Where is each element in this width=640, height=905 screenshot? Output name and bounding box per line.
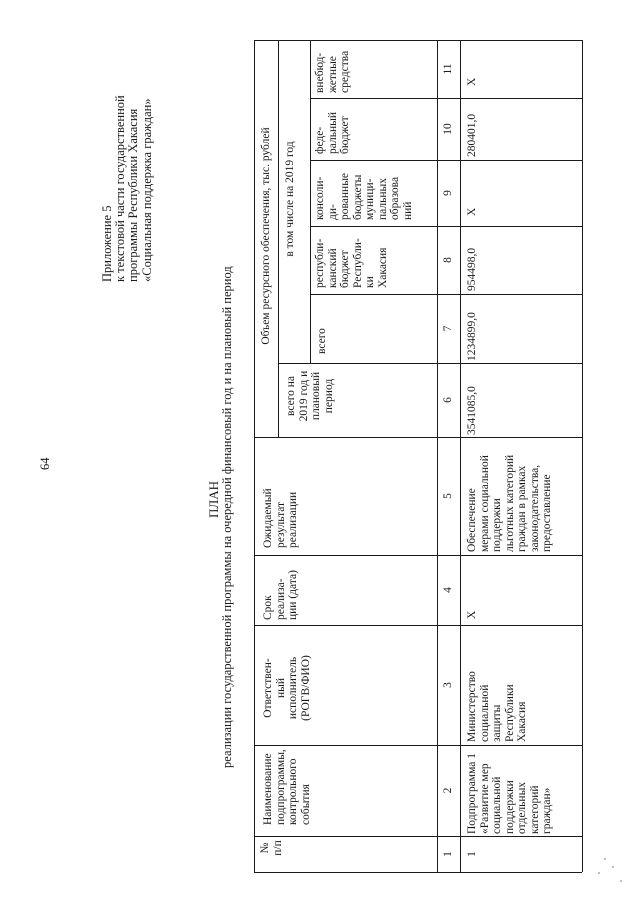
row-name: Подпрограмма 1 «Развитие мер социальной поддержки отдельных категорий граждан»	[466, 752, 553, 834]
column-number: 3	[442, 682, 454, 688]
row-term: X	[466, 610, 478, 619]
scan-speck	[604, 858, 606, 860]
scan-speck	[620, 880, 622, 882]
appendix-line-2: к текстовой части государственной	[113, 95, 127, 282]
header-name: Наименование подпрограммы, контрольного события	[262, 749, 312, 825]
header-extrabudget: внебюд- жетные средства	[314, 50, 351, 93]
row-num: 1	[466, 851, 478, 857]
appendix-line-4: «Социальная поддержка граждан»	[140, 98, 154, 282]
column-number: 6	[442, 397, 454, 403]
scan-speck	[612, 866, 614, 868]
header-consolidated: консоли- ди- рованные бюджеты муници- пальных образова ний	[314, 172, 414, 220]
header-republic: республи- канский бюджет Республи- ки Хакасия	[314, 238, 389, 288]
header-federal: феде- ральный бюджет	[314, 112, 351, 154]
row-result: Обеспечение мерами социальной поддержки льготных категорий граждан в рамках законодательства, предоставление	[466, 454, 553, 552]
row-total: 1234899,0	[466, 312, 478, 361]
page-number: 64	[38, 457, 52, 470]
appendix-line-3: программы Республики Хакасия	[126, 108, 140, 282]
column-number: 11	[442, 63, 454, 75]
header-executor: Ответствен- ный исполнитель (РОГВ/ФИО)	[262, 655, 312, 721]
column-number: 2	[442, 787, 454, 794]
header-year-group: в том числе на 2019 год	[284, 141, 296, 257]
header-num: № п/п	[259, 840, 284, 856]
column-number: 7	[442, 325, 454, 332]
header-result: Ожидаемый результат реализации	[262, 488, 299, 548]
plan-subtitle: реализации государственной программы на очередной финансовый год и на плановый период	[220, 266, 234, 768]
header-term: Срок реализа- ции (дата)	[262, 570, 299, 620]
column-number: 5	[442, 493, 454, 499]
row-consolidated: X	[466, 207, 478, 216]
appendix-line-1: Приложение 5	[100, 205, 114, 282]
column-number: 4	[442, 587, 454, 593]
header-total-period: всего на 2019 год и плановый период	[285, 370, 335, 422]
table-row	[464, 40, 582, 872]
column-number: 9	[442, 190, 454, 196]
row-extrabudget: X	[466, 77, 478, 86]
header-funding: Объем ресурсного обеспечения, тыс. рублей	[260, 127, 272, 345]
header-total: всего	[316, 328, 328, 354]
column-number: 1	[442, 851, 454, 857]
row-republic: 954498,0	[466, 247, 478, 291]
column-number: 10	[442, 123, 454, 135]
row-federal: 280401,0	[466, 113, 478, 157]
row-total-period: 3541085,0	[466, 386, 478, 435]
plan-title: ПЛАН	[206, 481, 221, 518]
scan-speck	[598, 872, 600, 874]
row-executor: Министерство социальной защиты Республики Хакасия	[466, 671, 528, 742]
column-number: 8	[442, 257, 454, 263]
column-numbers-row	[442, 40, 456, 872]
